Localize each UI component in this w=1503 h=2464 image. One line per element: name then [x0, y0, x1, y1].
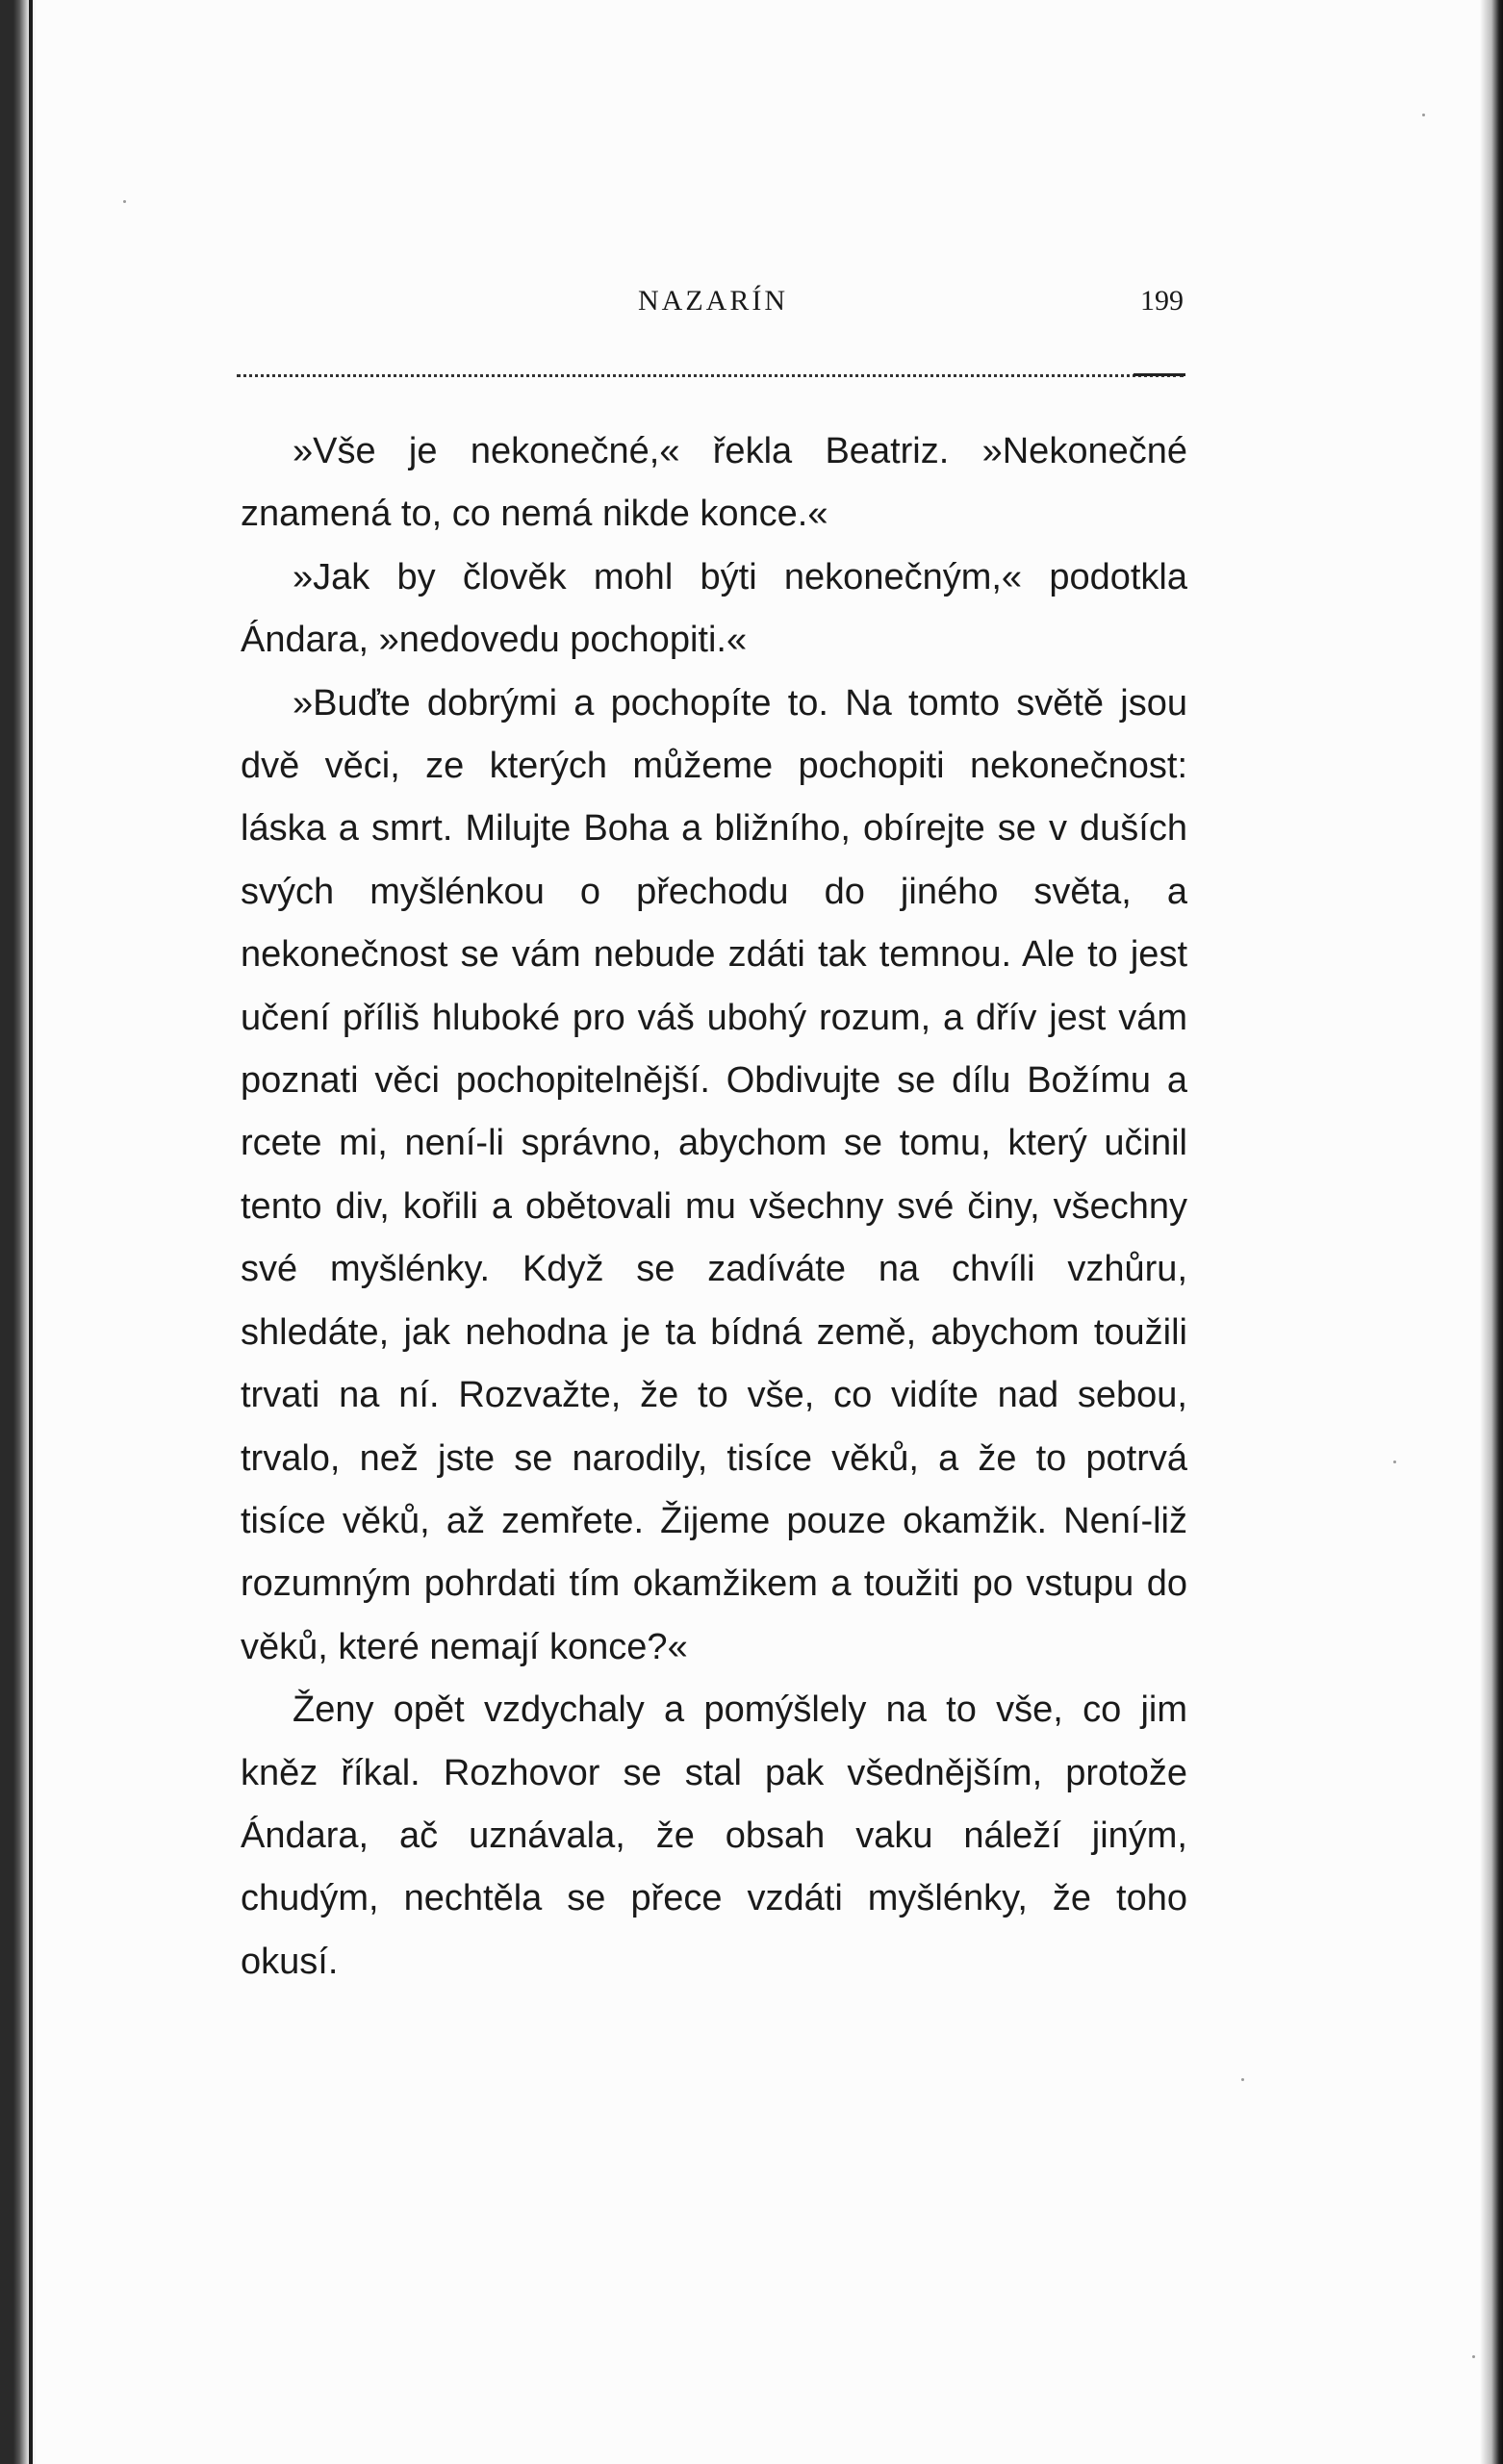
page-number: 199	[1140, 285, 1184, 317]
body-text	[241, 420, 1187, 1994]
scan-right-edge	[1480, 0, 1503, 2464]
paragraph: »Vše je nekonečné,« řekla Beatriz. »Nekonečné znamená to, co nemá nikde konce.«	[241, 431, 1187, 535]
scan-speck	[1241, 2078, 1244, 2081]
paragraph: »Jak by člověk mohl býti nekonečným,« podotkla Ándara, »nedovedu pochopiti.«	[241, 556, 1187, 661]
scan-speck	[1393, 1461, 1396, 1463]
paragraph: »Buďte dobrými a pochopíte to. Na tomto světě jsou dvě věci, ze kterých můžeme pochopiti nekonečnost: láska a smrt. Milujte Boha a bližního, obírejte se v duších svých myšlénkou o přechodu do jiného světa, a nekonečnost se vám nebude zdáti tak temnou. Ale to jest učení příliš hluboké pro váš ubohý rozum, a dřív jest vám poznati věci pochopitelnější. Obdivujte se dílu Božímu a rcete mi, není-li správno, abychom se tomu, který učinil tento div, kořili a obětovali mu všechny své činy, všechny své myšlénky. Když se zadíváte na chvíli vzhůru, shledáte, jak nehodna je ta bídná země, abychom toužili trvati na ní. Rozvažte, že to vše, co vidíte nad sebou, trvalo, než jste se narodily, tisíce věků, a že to potrvá tisíce věků, až zemřete. Žijeme pouze okamžik. Není-liž rozumným pohrdati tím okamžikem a toužiti po vstupu do věků, které nemají konce?«	[241, 682, 1187, 1667]
header-rule	[237, 374, 1184, 377]
scan-speck	[1422, 114, 1425, 116]
scan-speck	[1472, 2355, 1475, 2358]
paragraph: Ženy opět vzdychaly a pomýšlely na to vše, co jim kněz říkal. Rozhovor se stal pak všednějším, protože Ándara, ač uznávala, že obsah vaku náleží jiným, chudým, nechtěla se přece vzdáti myšlénky, že toho okusí.	[241, 1689, 1187, 1982]
binding-shadow	[29, 0, 33, 2464]
running-head: NAZARÍN	[638, 285, 788, 317]
page-header	[242, 285, 1184, 333]
scan-speck	[123, 200, 126, 203]
header-rule-end	[1134, 373, 1185, 376]
